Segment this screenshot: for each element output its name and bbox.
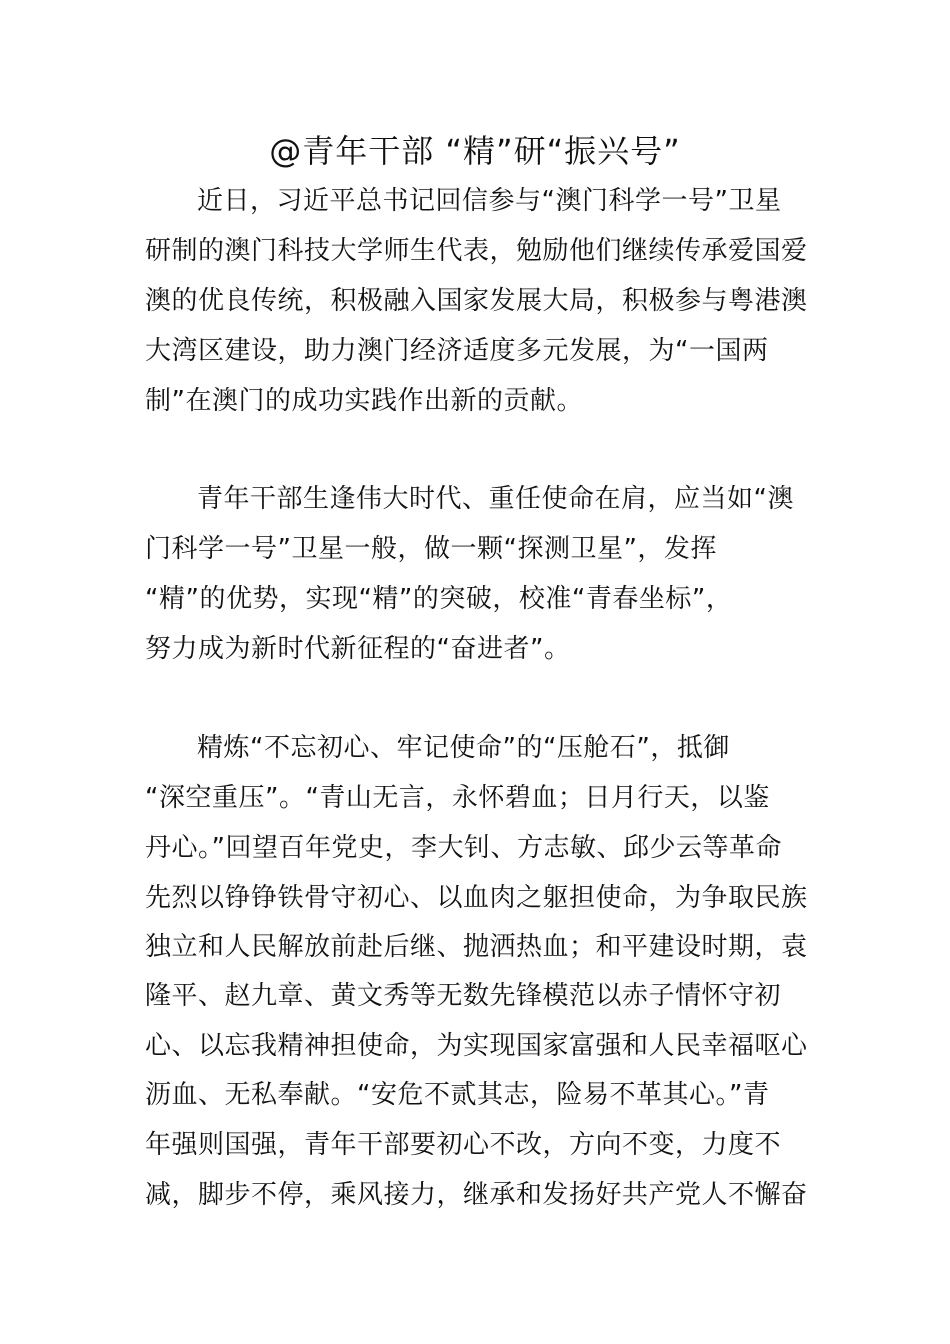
paragraph-3-line-3: 丹心。”回望百年党史，李大钊、方志敏、邱少云等革命 bbox=[145, 833, 782, 863]
paragraph-3-line-5: 独立和人民解放前赴后继、抛洒热血；和平建设时期，袁 bbox=[145, 932, 808, 962]
paragraph-3-line-1: 精炼“不忘初心、牢记使命”的“压舱石”，抵御 bbox=[197, 733, 730, 763]
paragraph-1-line-3: 澳的优良传统，积极融入国家发展大局，积极参与粤港澳 bbox=[145, 286, 808, 316]
paragraph-3-line-9: 年强则国强，青年干部要初心不改，方向不变，力度不 bbox=[145, 1130, 782, 1160]
paragraph-1-line-1: 近日，习近平总书记回信参与“澳门科学一号”卫星 bbox=[197, 186, 782, 216]
paragraph-1-line-4: 大湾区建设，助力澳门经济适度多元发展，为“一国两 bbox=[145, 336, 769, 366]
document-title: @青年干部 “精”研“振兴号” bbox=[269, 132, 681, 170]
paragraph-3-line-8: 沥血、无私奉献。“安危不贰其志，险易不革其心。”青 bbox=[145, 1080, 770, 1110]
paragraph-2-line-3: “精”的优势，实现“精”的突破，校准“青春坐标”， bbox=[145, 584, 733, 614]
paragraph-3-line-10: 减，脚步不停，乘风接力，继承和发扬好共产党人不懈奋 bbox=[145, 1180, 808, 1210]
paragraph-1-line-2: 研制的澳门科技大学师生代表，勉励他们继续传承爱国爱 bbox=[145, 236, 808, 266]
paragraph-3-line-7: 心、以忘我精神担使命，为实现国家富强和人民幸福呕心 bbox=[145, 1031, 808, 1061]
paragraph-3-line-2: “深空重压”。“青山无言，永怀碧血；日月行天，以鉴 bbox=[145, 783, 770, 813]
paragraph-3-line-6: 隆平、赵九章、黄文秀等无数先锋模范以赤子情怀守初 bbox=[145, 981, 782, 1011]
paragraph-2-line-4: 努力成为新时代新征程的“奋进者”。 bbox=[145, 634, 571, 664]
paragraph-1-line-5: 制”在澳门的成功实践作出新的贡献。 bbox=[145, 386, 583, 416]
paragraph-2-line-2: 门科学一号”卫星一般，做一颗“探测卫星”，发挥 bbox=[145, 534, 717, 564]
paragraph-3-line-4: 先烈以铮铮铁骨守初心、以血肉之躯担使命，为争取民族 bbox=[145, 883, 808, 913]
paragraph-2-line-1: 青年干部生逢伟大时代、重任使命在肩，应当如“澳 bbox=[197, 484, 794, 514]
